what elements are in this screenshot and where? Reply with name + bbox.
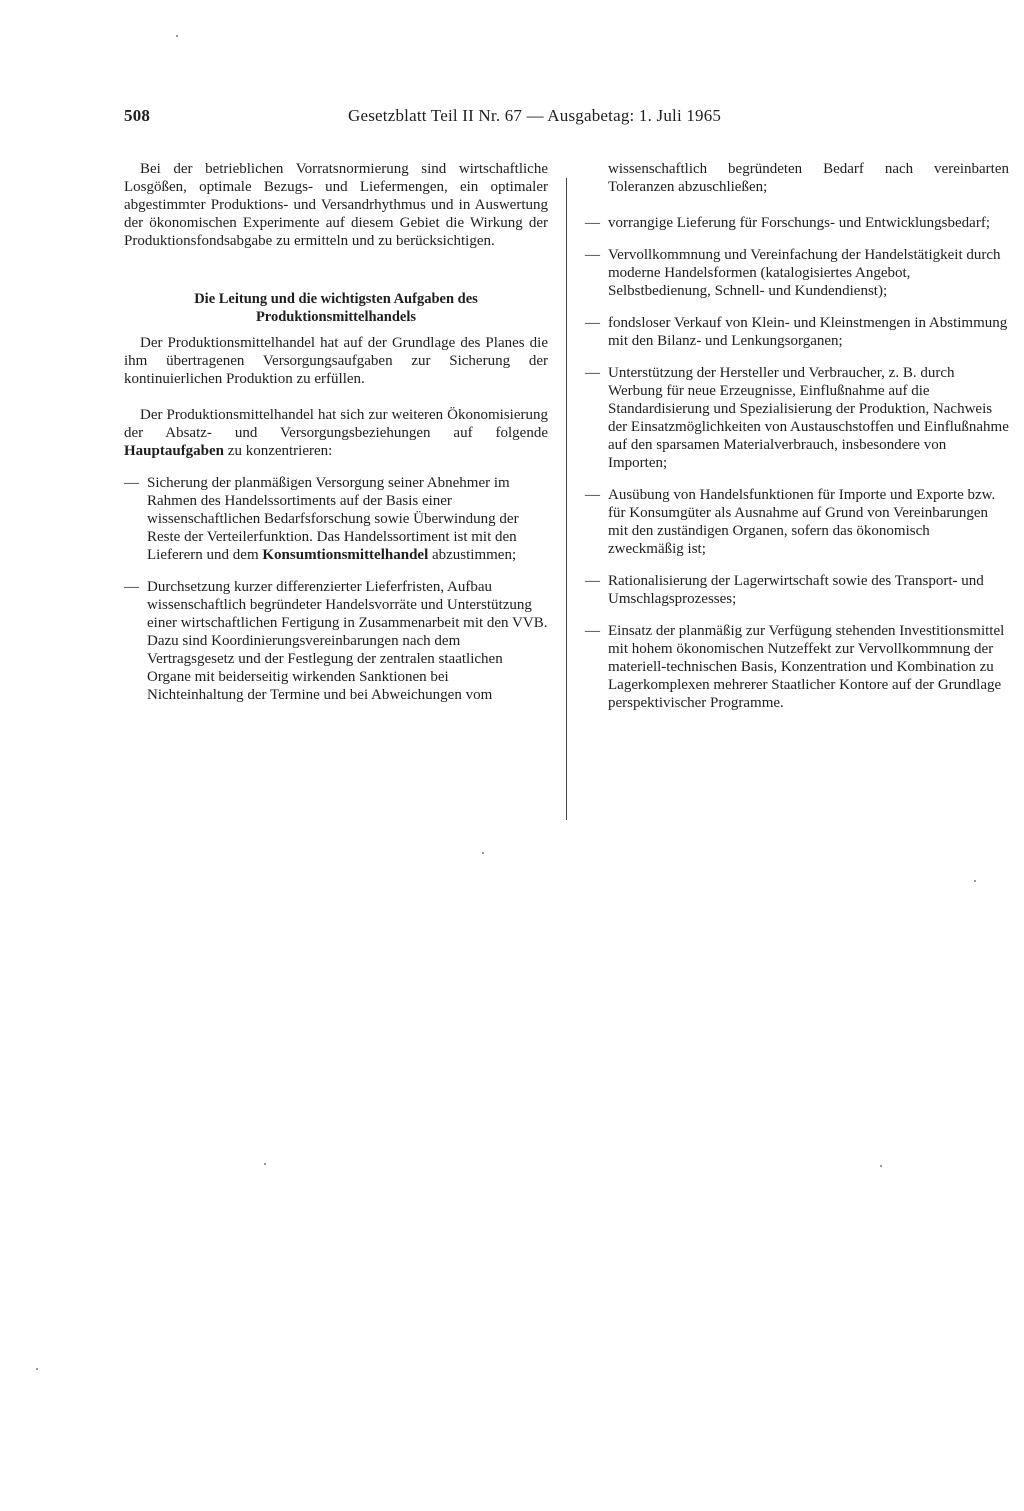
task-list-left	[124, 474, 548, 704]
list-item-text: Sicherung der planmäßigen Versorgung seiner Abnehmer im Rahmen des Handelssortiments auf der Basis einer wissenschaftlichen Bedarfsforschung sowie Überwindung der Reste der Verteilerfunktion. Das Handelssortiment ist mit den Lieferern und dem	[147, 475, 519, 563]
list-item: — Rationalisierung der Lagerwirtschaft sowie des Transport- und Umschlagsprozesses;	[585, 572, 1009, 608]
scan-speck	[176, 35, 178, 37]
right-column	[585, 160, 1009, 712]
section-heading: Die Leitung und die wichtigsten Aufgaben des Produktionsmittelhandels	[194, 291, 478, 325]
scan-speck	[880, 1165, 882, 1167]
list-item-text-end: abzustimmen;	[428, 547, 517, 563]
paragraph-hauptaufgaben	[124, 406, 548, 460]
scan-speck	[974, 880, 976, 882]
paragraph-grundlage: Der Produktionsmittelhandel hat auf der Grundlage des Planes die ihm übertragenen Versorgungsaufgaben zur Sicherung der kontinuierlichen Produktion zu erfüllen.	[124, 335, 548, 387]
paragraph-hauptaufgaben-end: zu konzentrieren:	[224, 443, 333, 459]
scan-speck	[36, 1368, 38, 1370]
list-item-text: Durchsetzung kurzer differenzierter Lieferfristen, Aufbau wissenschaftlich begründeter Handelsvorräte und Unterstützung einer wirtschaftlichen Fertigung in Zusammenarbeit mit den VVB. Dazu sind Koordinierungsvereinbarungen nach dem Vertragsgesetz und der Festlegung der zentralen staatlichen Organe mit beiderseitig wirkenden Sanktionen bei Nichteinhaltung der Termine und bei Abweichungen vom	[147, 579, 548, 703]
scan-speck	[264, 1163, 266, 1165]
scan-speck	[482, 852, 484, 854]
continuation-text: wissenschaftlich begründeten Bedarf nach vereinbarten Toleranzen abzuschließen;	[608, 161, 1009, 195]
list-item	[124, 474, 548, 564]
list-item: — vorrangige Lieferung für Forschungs- und Entwicklungsbedarf;	[585, 214, 1009, 232]
list-item	[124, 578, 548, 704]
list-item: — Einsatz der planmäßig zur Verfügung stehenden Investitionsmittel mit hohem ökonomischen Nutzeffekt zur Vervollkommnung der materiell-technischen Basis, Konzentration und Kombination zu Lagerkomplexen mehrerer Staatlicher Kontore auf der Grundlage perspektivischer Programme.	[585, 622, 1009, 712]
page-number: 508	[124, 106, 151, 125]
hauptaufgaben-term: Hauptaufgaben	[124, 443, 225, 459]
paragraph-hauptaufgaben-start: Der Produktionsmittelhandel hat sich zur weiteren Ökonomisierung der Absatz- und Versorgungsbeziehungen auf folgende	[124, 407, 548, 441]
task-list-right	[585, 214, 1009, 712]
running-title: Gesetzblatt Teil II Nr. 67 — Ausgabetag: 1. Juli 1965	[348, 106, 722, 125]
page-header	[124, 106, 794, 126]
intro-paragraph: Bei der betrieblichen Vorratsnormierung sind wirtschaftliche Losgößen, optimale Bezugs- und Liefermengen, ein optimaler abgestimmter Produktions- und Versandrhythmus und in Auswertung der ökonomischen Experimente auf diesem Gebiet die Wirkung der Produktionsfondsabgabe zu ermitteln und zu berücksichtigen.	[124, 161, 548, 249]
column-divider	[566, 178, 567, 820]
konsumtionsmittelhandel-term: Konsumtionsmittelhandel	[262, 547, 429, 563]
list-item: — fondsloser Verkauf von Klein- und Kleinstmengen in Abstimmung mit den Bilanz- und Lenkungsorganen;	[585, 314, 1009, 350]
list-item: — Vervollkommnung und Vereinfachung der Handelstätigkeit durch moderne Handelsformen (katalogisiertes Angebot, Selbstbedienung, Schnell- und Kundendienst);	[585, 246, 1009, 300]
left-column	[124, 160, 548, 704]
list-item: — Unterstützung der Hersteller und Verbraucher, z. B. durch Werbung für neue Erzeugnisse, Einflußnahme auf die Standardisierung und Spezialisierung der Produktion, Nachweis der Einsatzmöglichkeiten von Austauschstoffen und Einflußnahme auf den sparsamen Materialverbrauch, insbesondere von Importen;	[585, 364, 1009, 472]
list-item: — Ausübung von Handelsfunktionen für Importe und Exporte bzw. für Konsumgüter als Ausnahme auf Grund von Vereinbarungen mit den zuständigen Organen, sofern das ökonomisch zweckmäßig ist;	[585, 486, 1009, 558]
